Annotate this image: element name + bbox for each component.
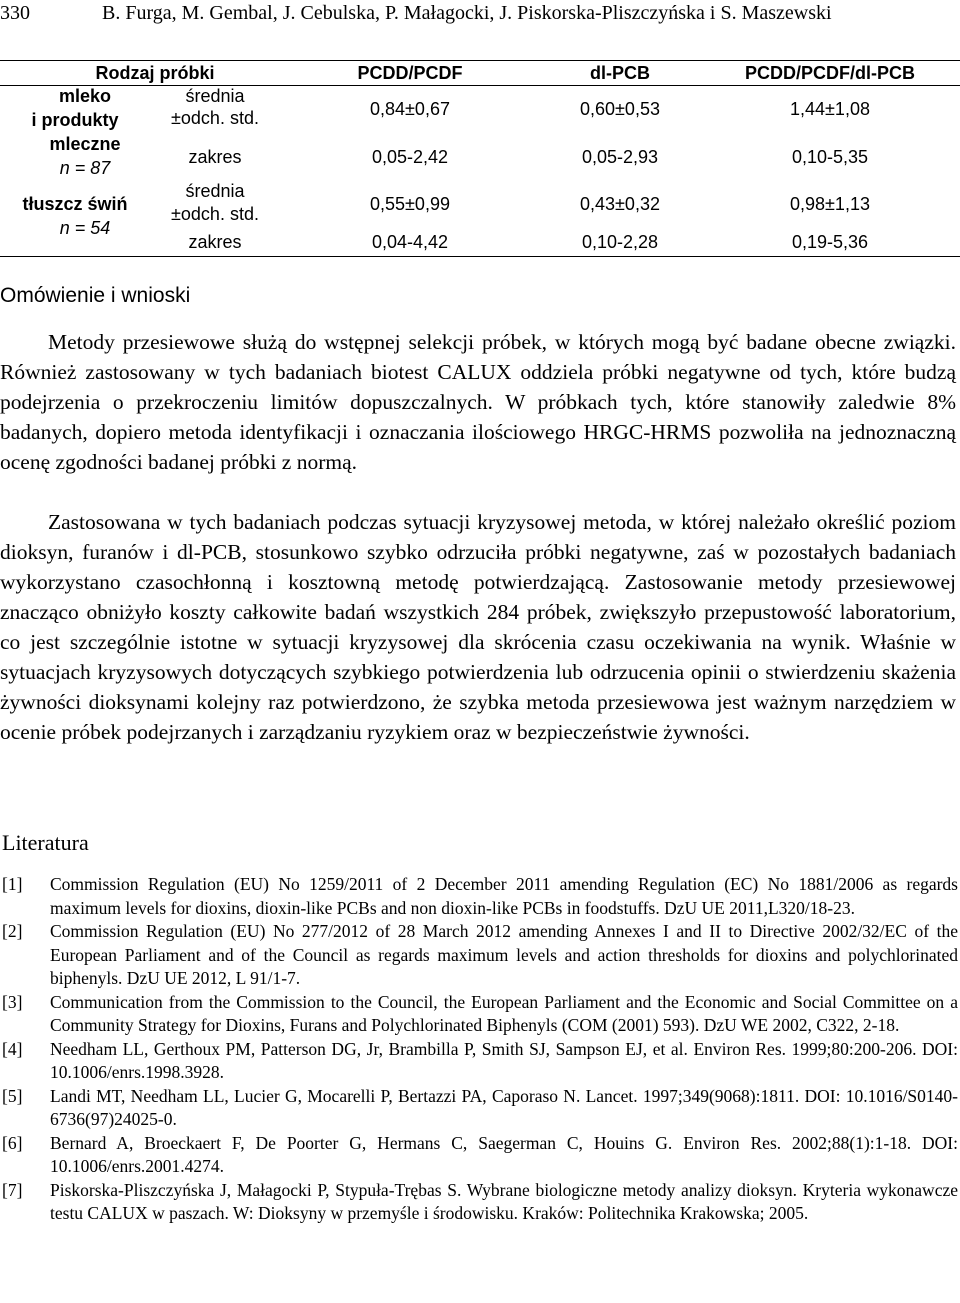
row-label-sub: ±odch. std. <box>171 204 259 224</box>
value-cell: 0,04-4,42 <box>371 232 449 252</box>
reference-number: [5] <box>2 1085 23 1106</box>
reference-number: [1] <box>2 874 23 894</box>
col-header-pcdd-pcdf: PCDD/PCDF <box>357 63 463 83</box>
reference-number: [7] <box>2 1179 23 1200</box>
body-paragraph: Zastosowana w tych badaniach podczas sytuacji kryzysowej metoda, w której należało określić poziom dioksyn, furanów i dl-PCB, stosunkowo szybko odrzuciła próbki negatywne, zaś w pozostałych badaniach wykorzystano czasochłonną i kosztowną metodę potwierdzającą. Zastosowanie metody przesiewowej znacząco obniżyło koszty całkowite badań wszystkich 284 próbek, zwiększyło przepustowość laboratorium, co jest szczególnie istotne w sytuacji kryzysowej dla skrócenia czasu oczekiwania na wynik. Właśnie w sytuacjach kryzysowych dotyczących szybkiego potwierdzenia lub odrzucenia opinii o stwierdzeniu skażenia żywności dioksynami kolejny raz potwierdzono, że szybka metoda przesiewowa jest ważnym narzędziem w ocenie próbek podejrzanych i zarządzaniu ryzykiem oraz w bezpieczeństwie żywności. <box>0 510 956 744</box>
table-top-rule <box>0 60 960 61</box>
row-label: średnia <box>185 181 245 201</box>
reference-item <box>0 1179 958 1226</box>
reference-item <box>0 991 958 1038</box>
reference-item <box>0 920 958 991</box>
reference-number: [6] <box>2 1132 23 1153</box>
value-cell: 0,43±0,32 <box>580 194 660 214</box>
reference-text: Commission Regulation (EU) No 1259/2011 of 2 December 2011 amending Regulation (EC) No 1881/2006 as regards maximum levels for dioxins, dioxin-like PCBs and non dioxin-like PCBs in foodstuffs. DzU UE 2011,L320/18-23. <box>50 874 958 918</box>
col-header-sample-type: Rodzaj próbki <box>95 63 215 83</box>
row-label: średnia <box>185 86 245 106</box>
group-sample-count: n = 87 <box>59 158 111 178</box>
reference-number: [4] <box>2 1038 23 1059</box>
reference-text: Bernard A, Broeckaert F, De Poorter G, Hermans C, Saegerman C, Houins G. Environ Res. 2002;88(1):1-18. DOI: 10.1006/enrs.2001.4274. <box>50 1132 958 1176</box>
group-sample-count: n = 54 <box>59 218 111 238</box>
results-table <box>0 60 960 265</box>
group-label-line: mleczne <box>49 134 121 154</box>
body-paragraph: Metody przesiewowe służą do wstępnej selekcji próbek, w których mogą być badane obecne związki. Również zastosowany w tych badaniach biotest CALUX oddziela próbki negatywne od tych, które budzą podejrzenia o przekroczeniu limitów dopuszczalnych. W próbkach tych, które stanowiły zaledwie 8% badanych, dopiero metoda identyfikacji i oznaczania ilościowego HRGC-HRMS pozwoliła na jednoznaczną ocenę zgodności badanej próbki z normą. <box>0 330 956 474</box>
reference-text: Piskorska-Pliszczyńska J, Małagocki P, Stypuła-Trębas S. Wybrane biologiczne metody analizy dioksyn. Kryteria wykonawcze testu CALUX w paszach. W: Dioksyny w przemyśle i środowisku. Kraków: Politechnika Krakowska; 2005. <box>50 1179 958 1223</box>
page-number: 330 <box>0 2 30 24</box>
group-label-line: i produkty <box>31 110 119 130</box>
col-header-total: PCDD/PCDF/dl-PCB <box>745 63 915 83</box>
value-cell: 0,84±0,67 <box>370 99 450 119</box>
reference-item <box>0 873 958 920</box>
section-heading: Omówienie i wnioski <box>0 284 191 307</box>
reference-text: Commission Regulation (EU) No 277/2012 of 28 March 2012 amending Annexes I and II to Directive 2002/32/EC of the European Parliament and of the Council as regards maximum levels and action thresholds for dioxins and polychlorinated biphenyls. DzU UE 2012, L 91/1-7. <box>50 921 958 988</box>
value-cell: 1,44±1,08 <box>790 99 870 119</box>
value-cell: 0,10-2,28 <box>581 232 659 252</box>
value-cell: 0,98±1,13 <box>790 194 870 214</box>
value-cell: 0,05-2,93 <box>581 147 659 167</box>
table-bottom-rule <box>0 256 960 257</box>
value-cell: 0,55±0,99 <box>370 194 450 214</box>
running-header-authors: B. Furga, M. Gembal, J. Cebulska, P. Małagocki, J. Piskorska-Pliszczyńska i S. Maszewski <box>102 2 832 24</box>
reference-text: Communication from the Commission to the Council, the European Parliament and the Economic and Social Committee on a Community Strategy for Dioxins, Furans and Polychlorinated Biphenyls (COM (2001) 593). DzU WE 2002, C322, 2-18. <box>50 991 958 1035</box>
group-label-line: tłuszcz świń <box>22 194 128 214</box>
value-cell: 0,60±0,53 <box>580 99 660 119</box>
reference-number: [2] <box>2 921 23 941</box>
reference-item <box>0 1038 958 1085</box>
row-label: zakres <box>188 147 242 167</box>
reference-number: [3] <box>2 991 23 1012</box>
reference-text: Needham LL, Gerthoux PM, Patterson DG, Jr, Brambilla P, Smith SJ, Sampson EJ, et al. Environ Res. 1999;80:200-206. DOI: 10.1006/enrs.1998.3928. <box>50 1038 958 1082</box>
value-cell: 0,10-5,35 <box>791 147 869 167</box>
reference-item <box>0 1132 958 1179</box>
value-cell: 0,19-5,36 <box>791 232 869 252</box>
group-label-line: mleko <box>58 86 112 106</box>
col-header-dl-pcb: dl-PCB <box>590 63 650 83</box>
reference-list <box>0 873 958 1226</box>
reference-item <box>0 1085 958 1132</box>
literature-heading: Literatura <box>2 830 89 855</box>
row-label-sub: ±odch. std. <box>171 108 259 128</box>
row-label: zakres <box>188 232 242 252</box>
value-cell: 0,05-2,42 <box>371 147 449 167</box>
reference-text: Landi MT, Needham LL, Lucier G, Mocarelli P, Bertazzi PA, Caporaso N. Lancet. 1997;349(9068):1811. DOI: 10.1016/S0140-6736(97)24025-0. <box>50 1085 958 1129</box>
running-header <box>0 2 960 30</box>
